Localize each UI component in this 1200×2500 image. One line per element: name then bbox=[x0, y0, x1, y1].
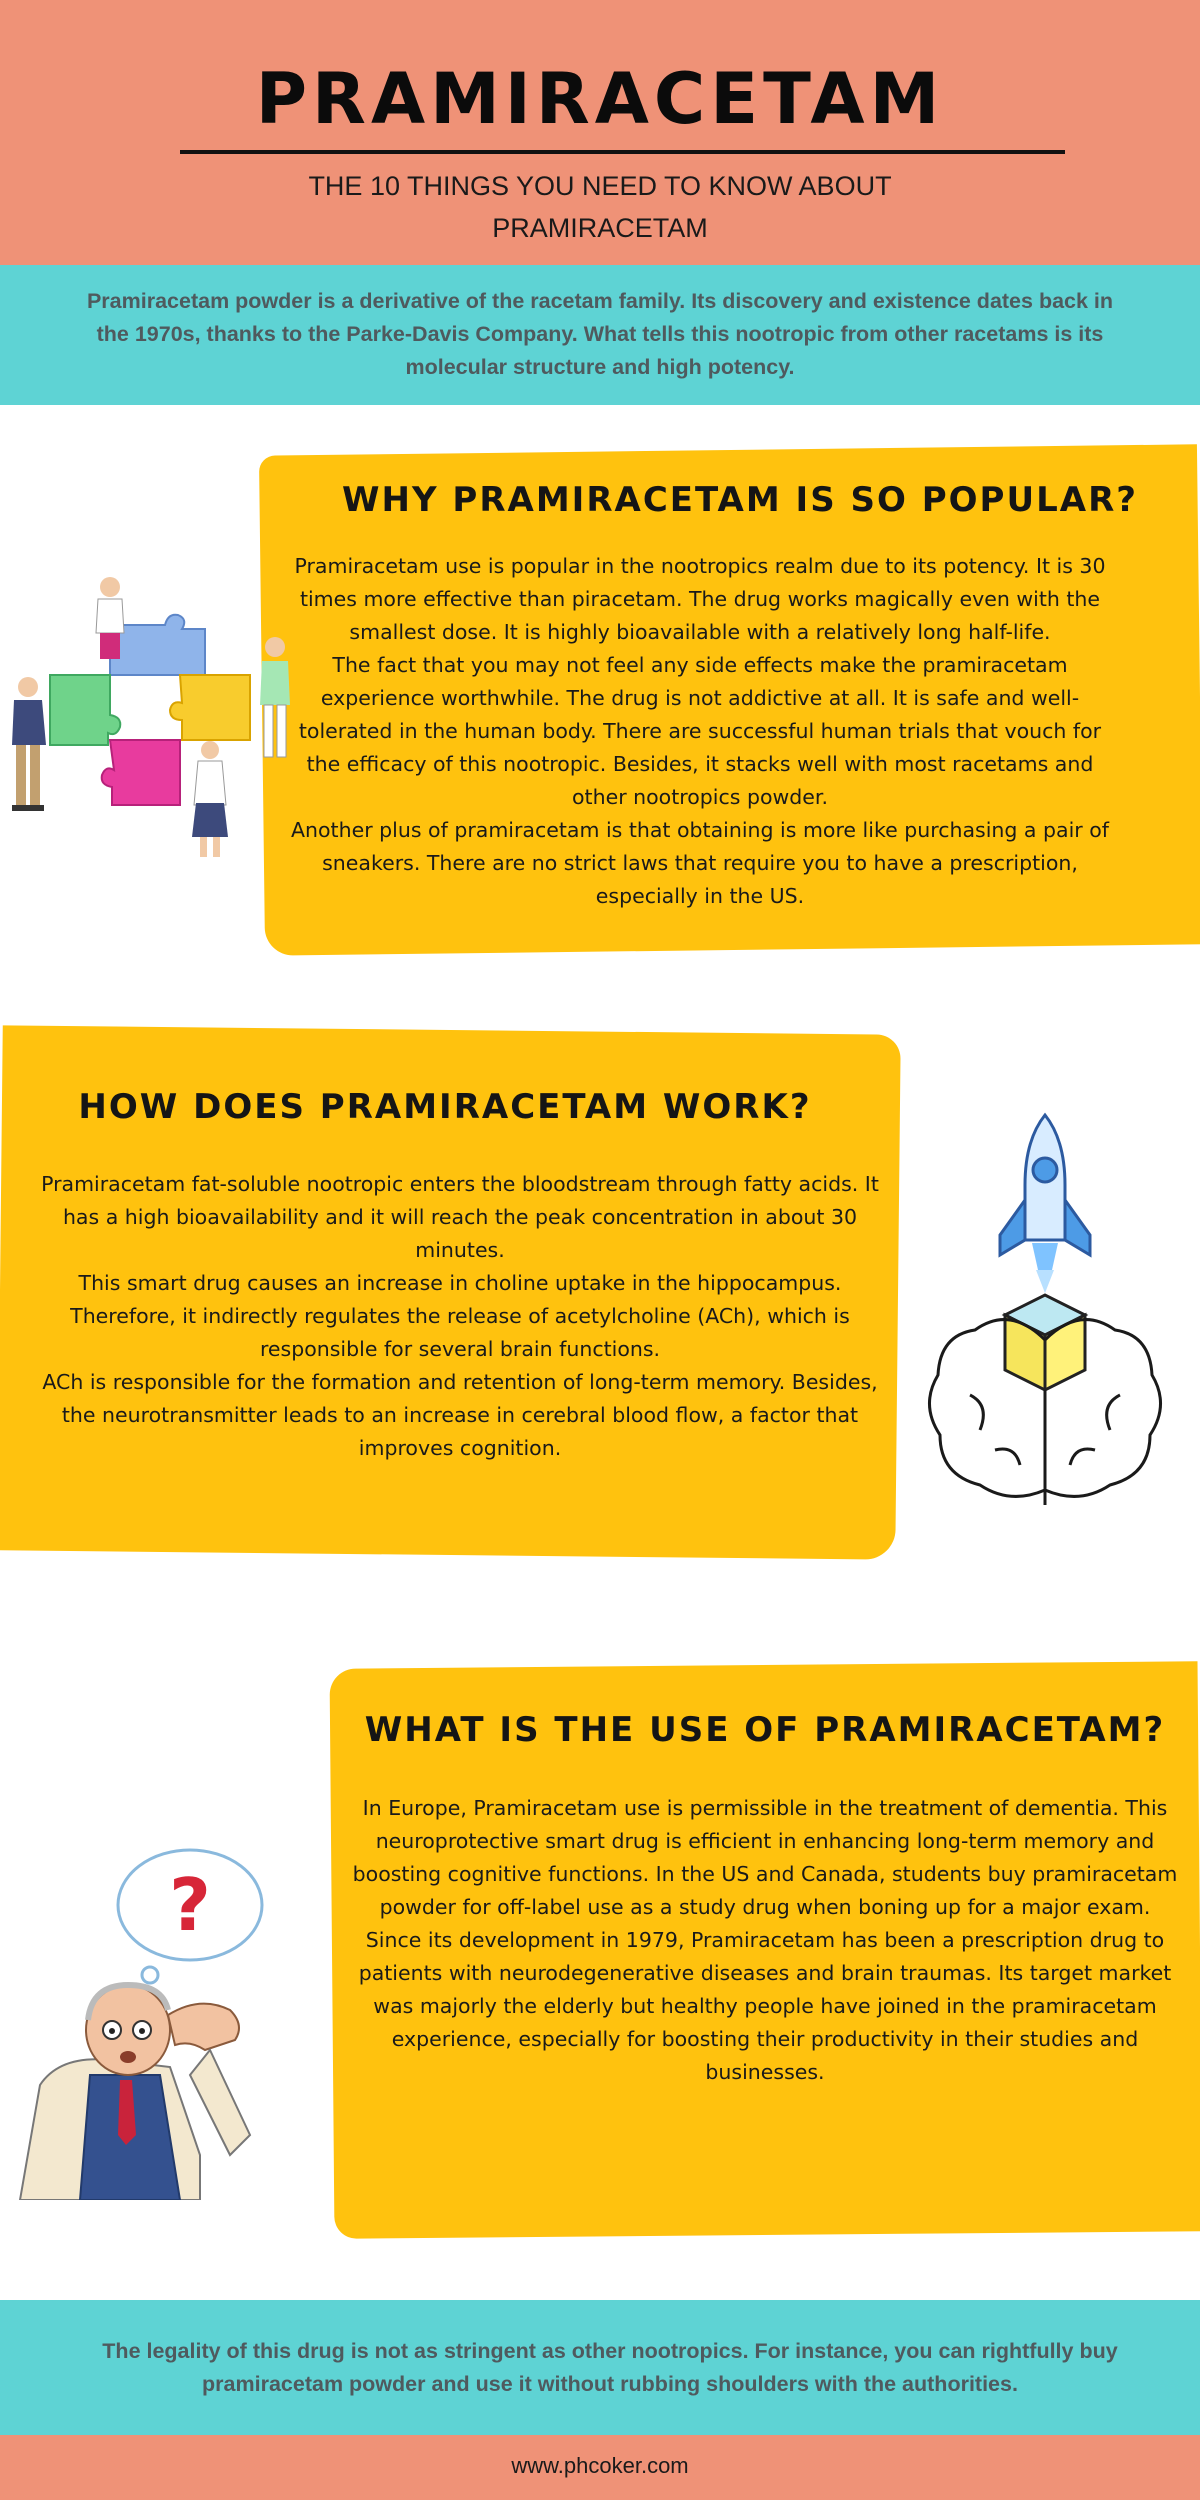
person-top bbox=[96, 577, 124, 659]
section-2-paragraph: ACh is responsible for the formation and retention of long-term memory. Besides, the neurotransmitter leads to an increase in cerebral blood flow, a factor that improves cognition. bbox=[42, 1370, 878, 1460]
section-3-title: WHAT IS THE USE OF PRAMIRACETAM? bbox=[364, 1710, 1166, 1750]
section-1-title: WHY PRAMIRACETAM IS SO POPULAR? bbox=[342, 480, 1138, 520]
outro-text: The legality of this drug is not as stringent as other nootropics. For instance, you can rightfully buy pramiracetam powder and use it without rubbing shoulders with the authorities. bbox=[102, 2339, 1118, 2396]
subtitle-line-1: THE 10 THINGS YOU NEED TO KNOW ABOUT bbox=[308, 171, 892, 201]
rocket-icon bbox=[1000, 1115, 1090, 1293]
puzzle-piece-yellow bbox=[170, 675, 250, 740]
question-mark-icon: ? bbox=[169, 1863, 211, 1947]
box-icon bbox=[1005, 1295, 1085, 1390]
page-subtitle bbox=[250, 165, 950, 249]
footer-banner bbox=[0, 2435, 1200, 2500]
footer-url: www.phcoker.com bbox=[511, 2453, 689, 2478]
intro-text: Pramiracetam powder is a derivative of the racetam family. Its discovery and existence dates back in the 1970s, thanks to the Parke-Davis Company. What tells this nootropic from other racetams is its molecular structure and high potency. bbox=[86, 289, 1114, 379]
puzzle-piece-blue bbox=[110, 615, 205, 675]
header-banner bbox=[0, 0, 1200, 265]
section-2-body bbox=[30, 1168, 890, 1465]
intro-band bbox=[0, 265, 1200, 405]
person-left bbox=[12, 677, 46, 811]
section-3-paragraph: In Europe, Pramiracetam use is permissible in the treatment of dementia. This neuroprotective smart drug is efficient in enhancing long-term memory and boosting cognitive functions. In the US and Canada, students buy pramiracetam powder for off-label use as a study drug when boning up for a major exam. bbox=[352, 1796, 1178, 1919]
section-3-paragraph: Since its development in 1979, Pramiracetam has been a prescription drug to patients with neurodegenerative diseases and brain traumas. Its target market was majorly the elderly but healthy people have joined in the pramiracetam experience, especially for boosting their productivity in their studies and businesses. bbox=[358, 1928, 1172, 2084]
subtitle-line-2: PRAMIRACETAM bbox=[492, 213, 708, 243]
outro-band bbox=[0, 2300, 1200, 2435]
puzzle-team-illustration bbox=[0, 565, 300, 865]
confused-old-man-illustration bbox=[0, 1835, 290, 2200]
section-1-paragraph: The fact that you may not feel any side effects make the pramiracetam experience worthwhile. The drug is not addictive at all. It is safe and well-tolerated in the human body. There are successful human trials that vouch for the efficacy of this nootropic. Besides, it stacks well with most racetams and other nootropics powder. bbox=[298, 653, 1102, 809]
section-2-title: HOW DOES PRAMIRACETAM WORK? bbox=[78, 1087, 812, 1127]
old-man-figure bbox=[20, 1985, 250, 2200]
section-1-paragraph: Pramiracetam use is popular in the nootropics realm due to its potency. It is 30 times more effective than piracetam. The drug works magically even with the smallest dose. It is highly bioavailable with a relatively long half-life. bbox=[294, 554, 1106, 644]
section-1-body bbox=[290, 550, 1110, 913]
person-right bbox=[260, 637, 290, 757]
thought-bubble-icon bbox=[118, 1850, 262, 1998]
puzzle-piece-magenta bbox=[102, 740, 180, 805]
person-bottom bbox=[192, 741, 228, 857]
title-divider bbox=[180, 150, 1065, 154]
section-2-paragraph: This smart drug causes an increase in choline uptake in the hippocampus. Therefore, it indirectly regulates the release of acetylcholine (ACh), which is responsible for several brain functions. bbox=[70, 1271, 850, 1361]
section-1-paragraph: Another plus of pramiracetam is that obtaining is more like purchasing a pair of sneakers. There are no strict laws that require you to have a prescription, especially in the US. bbox=[291, 818, 1109, 908]
rocket-brain-illustration bbox=[920, 1105, 1190, 1525]
section-2-paragraph: Pramiracetam fat-soluble nootropic enters the bloodstream through fatty acids. It has a high bioavailability and it will reach the peak concentration in about 30 minutes. bbox=[41, 1172, 879, 1262]
section-3-body bbox=[350, 1792, 1180, 2089]
puzzle-piece-green bbox=[50, 675, 120, 745]
page-title: PRAMIRACETAM bbox=[255, 58, 945, 140]
